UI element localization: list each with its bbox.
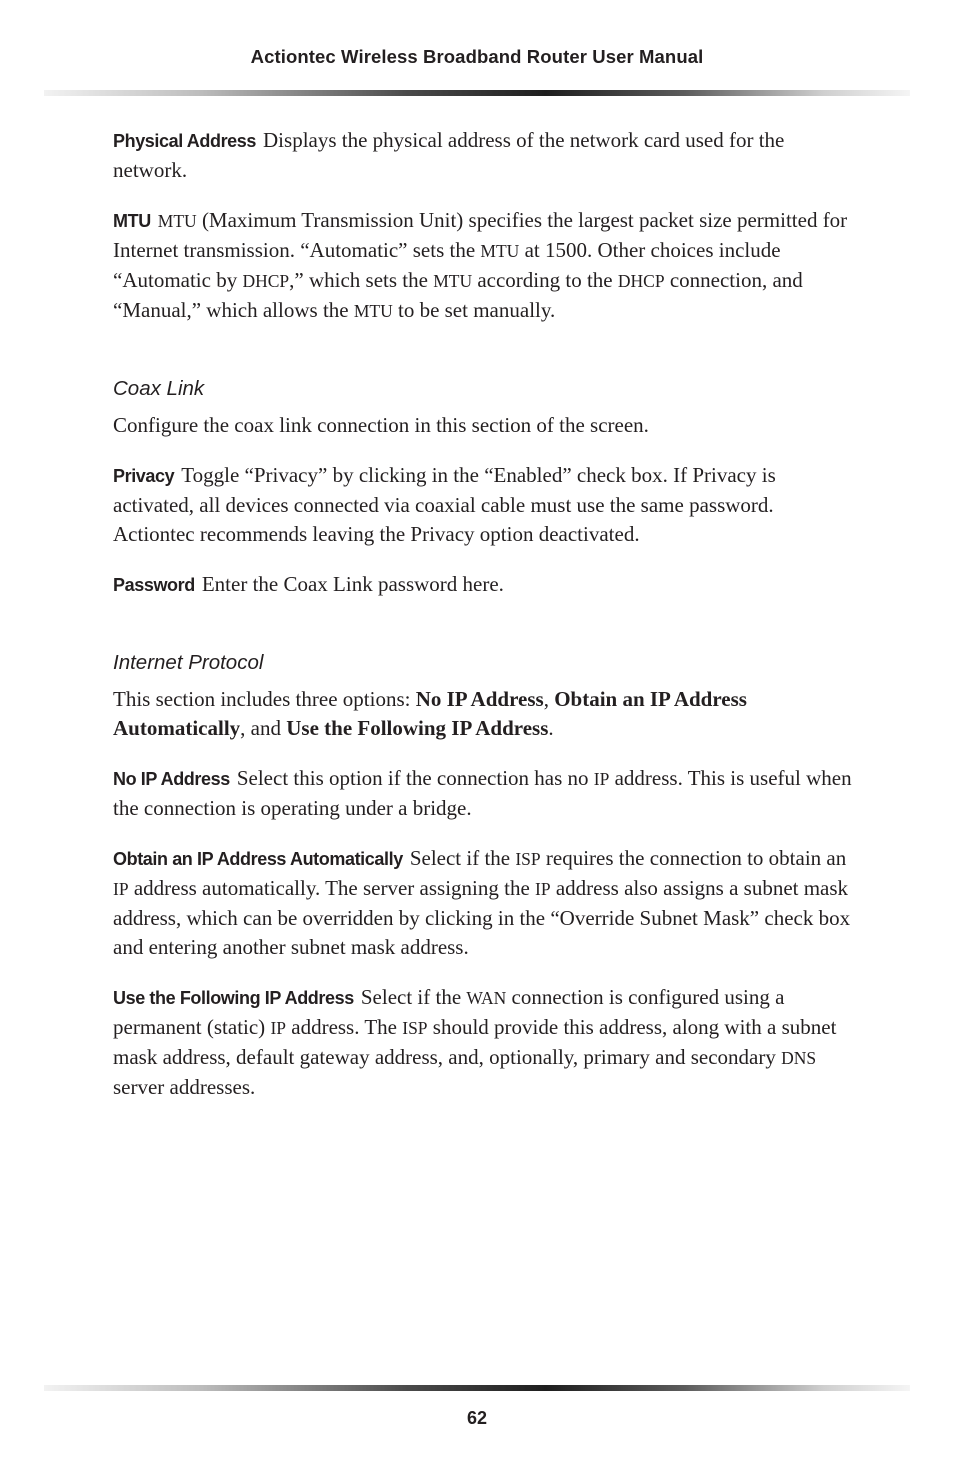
use-following-term: Use the Following IP Address	[113, 988, 354, 1008]
coax-link-intro: Configure the coax link connection in this section of the screen.	[113, 413, 649, 437]
privacy-paragraph	[113, 461, 855, 549]
intro-text: ,	[543, 687, 555, 711]
no-ip-paragraph	[113, 764, 855, 823]
no-ip-term: No IP Address	[113, 769, 230, 789]
use-following-text: Select if the	[360, 985, 467, 1009]
obtain-ip-term: Obtain an IP Address Automatically	[113, 849, 403, 869]
mtu-text: (Maximum Transmission Unit) specifies the largest packet size permitted for Internet transmission. “Automatic” sets the	[113, 208, 848, 262]
dhcp-acronym: DHCP	[617, 271, 665, 291]
option-obtain-ip: Obtain an IP Address Automatically	[113, 687, 747, 740]
mtu-term: MTU	[113, 211, 151, 231]
dns-acronym: DNS	[781, 1048, 817, 1068]
internet-protocol-intro	[113, 685, 855, 743]
physical-address-paragraph	[113, 126, 855, 185]
physical-address-text: Displays the physical address of the network card used for the network.	[113, 128, 785, 182]
mtu-text: according to the	[472, 268, 618, 292]
use-following-paragraph	[113, 983, 855, 1102]
intro-text: , and	[240, 716, 287, 740]
ip-acronym: IP	[535, 879, 551, 899]
mtu-text: at 1500. Other choices include “Automatic by	[113, 238, 781, 292]
obtain-ip-text: address also assigns a subnet mask address, which can be overridden by clicking in the “Override Subnet Mask” check box and entering another subnet mask address.	[113, 876, 851, 959]
isp-acronym: ISP	[402, 1018, 428, 1038]
ip-acronym: IP	[113, 879, 129, 899]
password-text: Enter the Coax Link password here.	[201, 572, 504, 596]
mtu-acronym: MTU	[157, 211, 197, 231]
isp-acronym: ISP	[515, 849, 541, 869]
use-following-text: address. The	[286, 1015, 403, 1039]
password-paragraph	[113, 570, 855, 600]
no-ip-text: address. This is useful when the connection is operating under a bridge.	[113, 766, 852, 820]
mtu-text: ,” which sets the	[289, 268, 434, 292]
password-term: Password	[113, 575, 195, 595]
running-header: Actiontec Wireless Broadband Router User Manual	[250, 46, 704, 67]
obtain-ip-text: requires the connection to obtain an	[540, 846, 847, 870]
physical-address-term: Physical Address	[113, 131, 257, 151]
mtu-acronym: MTU	[353, 301, 393, 321]
ip-acronym: IP	[270, 1018, 286, 1038]
intro-text: This section includes three options:	[113, 687, 416, 711]
page-number: 62	[466, 1408, 488, 1428]
mtu-acronym: MTU	[480, 241, 520, 261]
mtu-paragraph	[113, 206, 855, 326]
obtain-ip-text: address automatically. The server assigning the	[128, 876, 536, 900]
mtu-text: to be set manually.	[392, 298, 556, 322]
header-rule	[44, 90, 910, 96]
footer-rule	[44, 1385, 910, 1391]
use-following-text: should provide this address, along with a subnet mask address, default gateway address, and, optionally, primary and secondary	[113, 1015, 837, 1069]
no-ip-text: Select this option if the connection has no	[236, 766, 594, 790]
internet-protocol-heading: Internet Protocol	[113, 651, 264, 674]
option-use-following: Use the Following IP Address	[286, 716, 549, 740]
coax-link-heading: Coax Link	[113, 377, 205, 400]
wan-acronym: WAN	[466, 988, 507, 1008]
intro-text: .	[548, 716, 554, 740]
option-no-ip: No IP Address	[415, 687, 544, 711]
dhcp-acronym: DHCP	[242, 271, 290, 291]
privacy-text: Toggle “Privacy” by clicking in the “Enabled” check box. If Privacy is activated, all devices connected via coaxial cable must use the same password. Actiontec recommends leaving the Privacy option deactivated.	[113, 463, 776, 546]
privacy-term: Privacy	[113, 466, 175, 486]
mtu-text: connection, and “Manual,” which allows the	[113, 268, 803, 322]
obtain-ip-text: Select if the	[409, 846, 516, 870]
ip-acronym: IP	[593, 769, 610, 789]
page-body	[113, 126, 855, 1123]
use-following-text: connection is configured using a permanent (static)	[113, 985, 785, 1039]
obtain-ip-paragraph	[113, 844, 855, 962]
mtu-acronym: MTU	[433, 271, 473, 291]
use-following-text: server addresses.	[113, 1075, 256, 1099]
